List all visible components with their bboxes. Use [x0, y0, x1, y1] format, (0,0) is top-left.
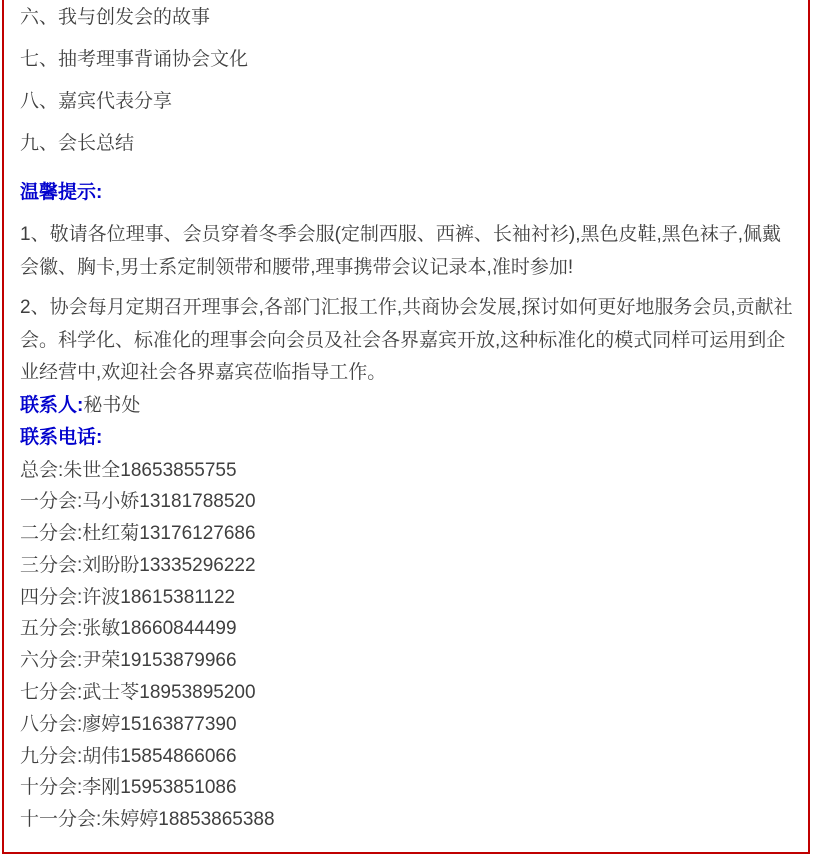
agenda-item-8: 八、嘉宾代表分享: [20, 91, 173, 112]
contact-name: 胡伟: [82, 745, 121, 767]
agenda-item-9: 九、会长总结: [20, 133, 135, 154]
contact-phone: 18615381122: [120, 586, 236, 608]
branch-label: 五分会:: [20, 618, 83, 640]
branch-label: 三分会:: [20, 554, 83, 576]
branch-label: 四分会:: [20, 586, 83, 608]
contact-phone: 15854866066: [120, 745, 237, 767]
contact-name: 马小娇: [82, 491, 140, 513]
tips-paragraph-2: 2、协会每月定期召开理事会,各部门汇报工作,共商协会发展,探讨如何更好地服务会员,贡献社会。科学化、标准化的理事会向会员及社会各界嘉宾开放,这种标准化的模式同样可运用到企业经营中,欢迎社会各界嘉宾莅临指导工作。: [20, 297, 793, 383]
contact-entry: [20, 582, 796, 614]
contact-entry: [20, 741, 796, 773]
contact-name: 许波: [82, 586, 121, 608]
branch-label: 十分会:: [20, 777, 83, 799]
branch-label: 总会:: [20, 459, 64, 481]
contact-person-label: 联系人:: [20, 394, 84, 416]
contact-name: 武士苓: [82, 682, 140, 704]
tips-title: 温馨提示:: [20, 182, 103, 203]
contact-phone-label: 联系电话:: [20, 427, 103, 448]
agenda-item-7: 七、抽考理事背诵协会文化: [20, 49, 249, 70]
contact-entry: [20, 613, 796, 645]
contact-person-line: [20, 390, 796, 423]
contact-name: 张敏: [82, 618, 121, 640]
contact-phone: 18660844499: [120, 618, 237, 640]
contact-phone: 13335296222: [139, 554, 256, 576]
contact-phone: 15953851086: [120, 777, 237, 799]
branch-label: 七分会:: [20, 682, 83, 704]
contact-entry: [20, 709, 796, 741]
contact-phone: 18953895200: [139, 682, 256, 704]
contact-entry: [20, 804, 796, 836]
contact-phone: 19153879966: [120, 650, 237, 672]
branch-label: 八分会:: [20, 713, 83, 735]
contact-phone-line: [20, 422, 796, 455]
contact-name: 李刚: [82, 777, 121, 799]
contact-entry: [20, 772, 796, 804]
contact-entry: [20, 455, 796, 487]
contact-entry: [20, 518, 796, 550]
branch-label: 一分会:: [20, 491, 83, 513]
agenda-item-6: 六、我与创发会的故事: [20, 7, 211, 28]
branch-label: 六分会:: [20, 650, 83, 672]
contact-phone: 13176127686: [139, 523, 256, 545]
notice-frame: [2, 0, 810, 854]
tips-paragraph-1: 1、敬请各位理事、会员穿着冬季会服(定制西服、西裤、长袖衬衫),黑色皮鞋,黑色袜子,佩戴会徽、胸卡,男士系定制领带和腰带,理事携带会议记录本,准时参加!: [20, 224, 782, 278]
contact-name: 尹荣: [82, 650, 121, 672]
contact-phone: 18853865388: [158, 809, 275, 831]
contact-phone: 18653855755: [120, 459, 237, 481]
contact-person-value: 秘书处: [83, 394, 141, 416]
contact-entry: [20, 677, 796, 709]
contact-phone: 13181788520: [139, 491, 256, 513]
contact-entry: [20, 550, 796, 582]
branch-label: 十一分会:: [20, 809, 102, 831]
contact-name: 朱婷婷: [101, 809, 159, 831]
contact-name: 刘盼盼: [82, 554, 140, 576]
contact-name: 廖婷: [82, 713, 121, 735]
contact-entry: [20, 645, 796, 677]
contact-name: 朱世全: [63, 459, 121, 481]
contact-phone: 15163877390: [120, 713, 237, 735]
notice-content: [4, 0, 808, 836]
branch-label: 二分会:: [20, 523, 83, 545]
contact-entry: [20, 486, 796, 518]
contact-name: 杜红菊: [82, 523, 140, 545]
branch-label: 九分会:: [20, 745, 83, 767]
